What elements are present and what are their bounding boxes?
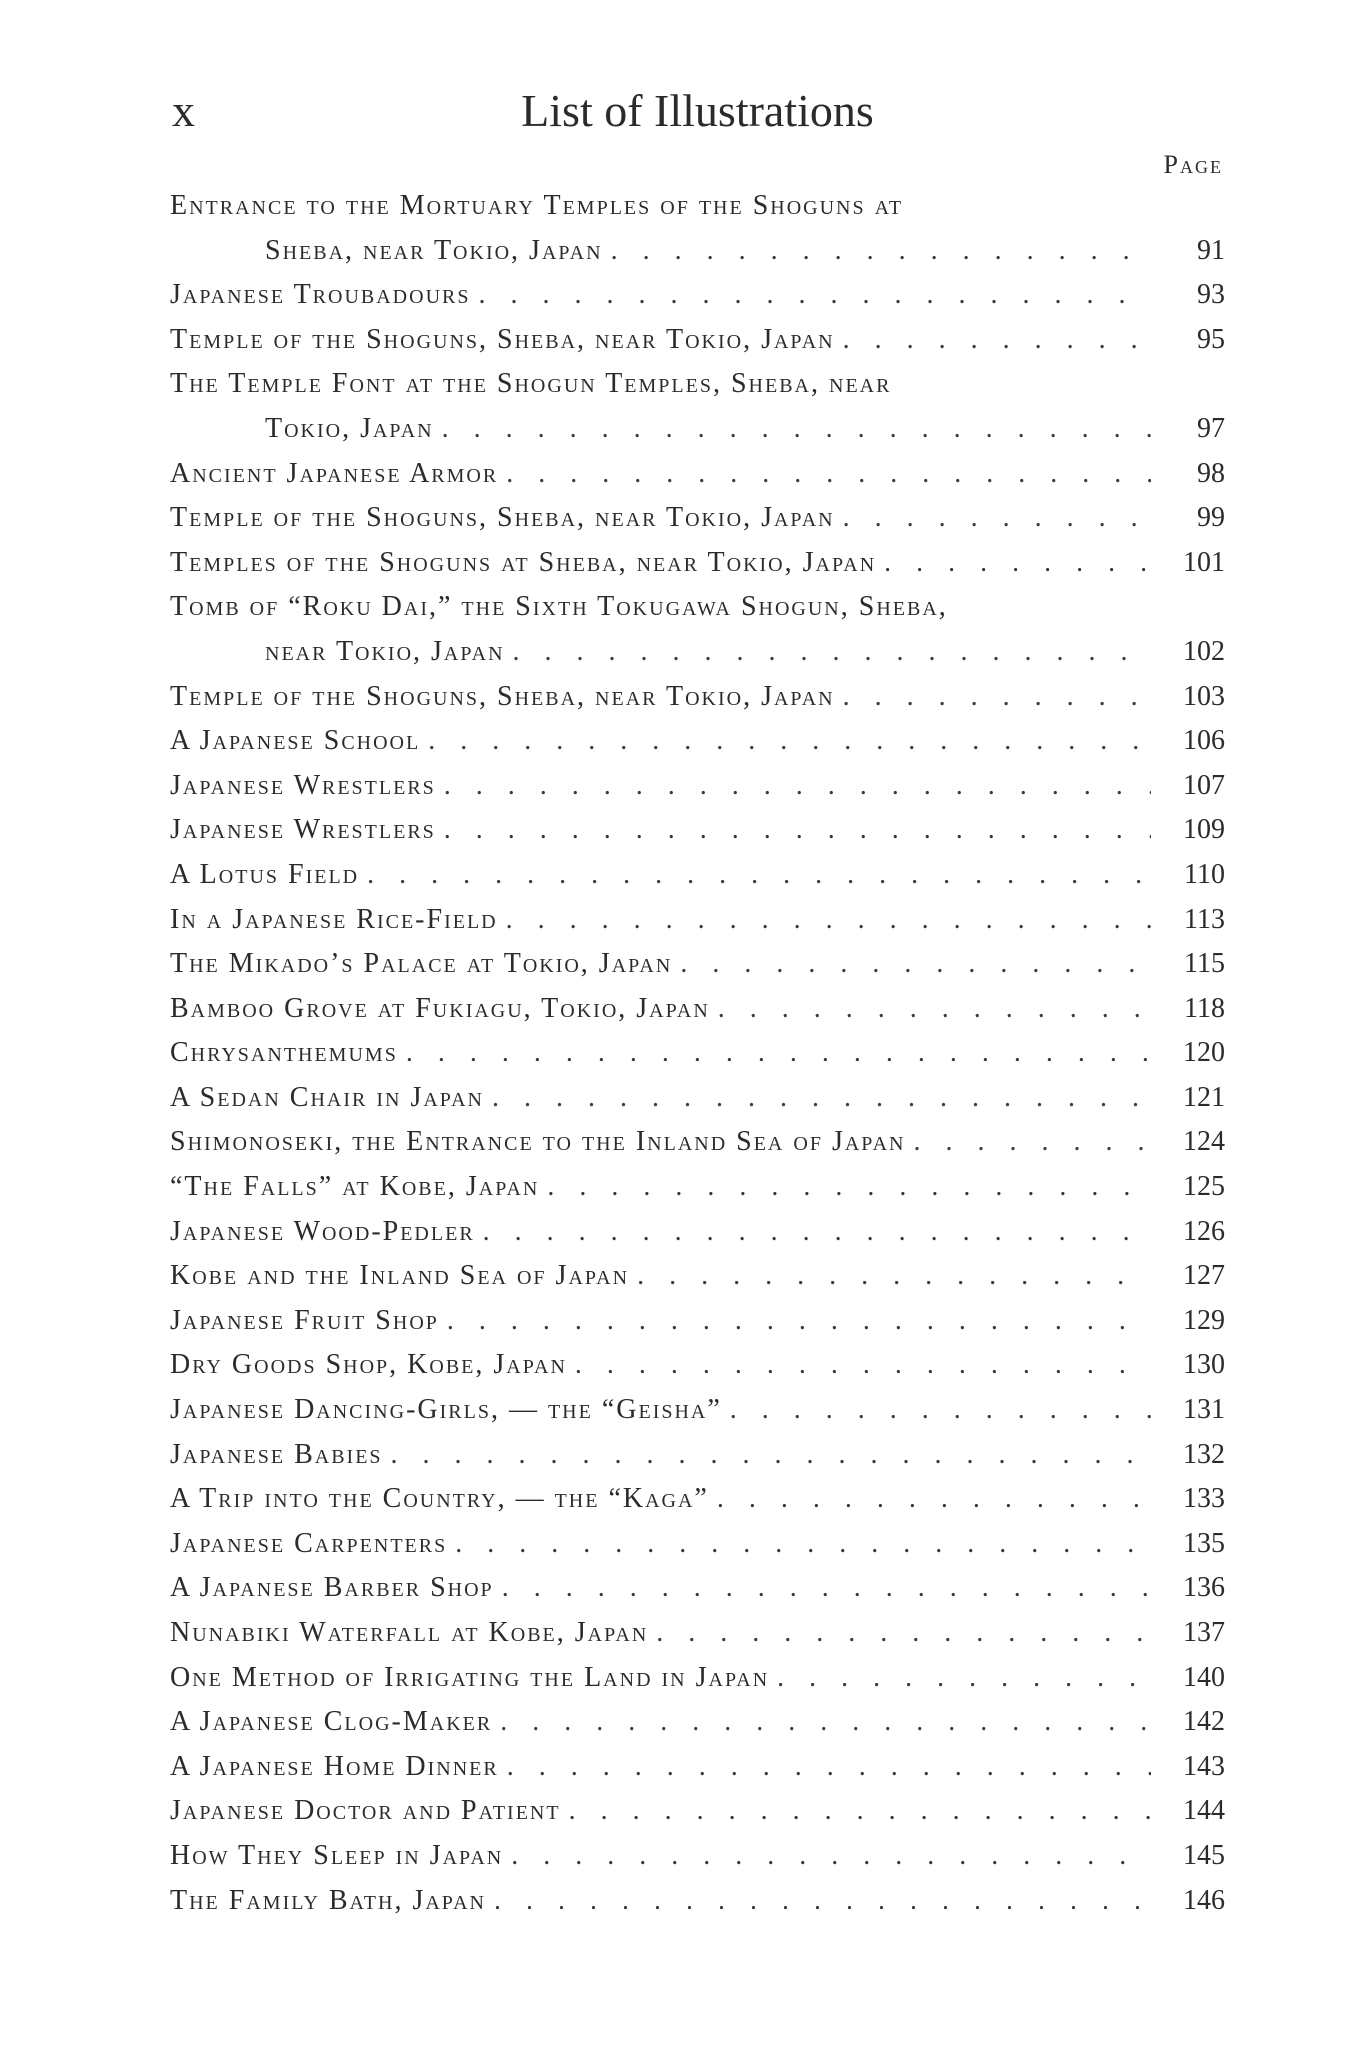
list-item [170, 808, 1225, 853]
leader-dots [717, 1477, 1151, 1522]
list-item [170, 1388, 1225, 1433]
illustration-list [170, 184, 1225, 1923]
illustration-title: Shimonoseki, the Entrance to the Inland Sea of Japan [170, 1126, 906, 1158]
page-reference: 107 [1183, 769, 1225, 801]
leader-dots [611, 229, 1151, 274]
list-item [170, 898, 1225, 943]
page-reference: 133 [1183, 1483, 1225, 1515]
page-reference: 129 [1183, 1304, 1225, 1336]
list-item [170, 1031, 1225, 1076]
list-item [170, 1611, 1225, 1656]
list-item [170, 1165, 1225, 1210]
list-item [170, 1299, 1225, 1344]
leader-dots [656, 1611, 1151, 1656]
page-reference: 126 [1183, 1215, 1225, 1247]
list-item [170, 1076, 1225, 1121]
leader-dots [511, 1834, 1151, 1879]
page-reference: 127 [1183, 1260, 1225, 1292]
illustration-title: Tokio, Japan [265, 412, 434, 444]
leader-dots [502, 1566, 1151, 1611]
leader-dots [455, 1522, 1151, 1567]
page-reference: 132 [1183, 1438, 1225, 1470]
leader-dots [444, 808, 1151, 853]
list-item [170, 1834, 1225, 1879]
list-item [170, 987, 1225, 1032]
illustration-title: Bamboo Grove at Fukiagu, Tokio, Japan [170, 992, 710, 1024]
page-reference: 120 [1183, 1037, 1225, 1069]
illustration-title: The Temple Font at the Shogun Temples, Sheba, near [170, 368, 892, 400]
page-reference: 113 [1184, 903, 1225, 935]
list-item [170, 719, 1225, 764]
illustration-title: Japanese Wrestlers [170, 814, 436, 846]
list-item [170, 675, 1225, 720]
leader-dots [843, 675, 1151, 720]
illustration-title: Japanese Wrestlers [170, 769, 436, 801]
list-item [170, 184, 1225, 229]
list-item [170, 630, 1225, 675]
page-reference: 137 [1183, 1617, 1225, 1648]
list-item [170, 1477, 1225, 1522]
leader-dots [718, 987, 1151, 1032]
leader-dots [730, 1388, 1151, 1433]
list-item [170, 1879, 1225, 1924]
page-reference: 98 [1197, 457, 1225, 489]
list-item [170, 1433, 1225, 1478]
page-reference: 97 [1197, 412, 1225, 444]
illustration-title: Temples of the Shoguns at Sheba, near Tokio, Japan [170, 546, 877, 578]
list-item [170, 585, 1225, 630]
list-item [170, 1120, 1225, 1165]
illustration-title: Japanese Troubadours [170, 279, 471, 311]
list-item [170, 229, 1225, 274]
page-reference: 130 [1183, 1349, 1225, 1381]
page-reference: 131 [1183, 1394, 1225, 1426]
list-item [170, 1522, 1225, 1567]
leader-dots [637, 1254, 1151, 1299]
page-reference: 102 [1183, 635, 1225, 667]
illustration-title: One Method of Irrigating the Land in Japan [170, 1661, 770, 1693]
illustration-title: Tomb of “Roku Dai,” the Sixth Tokugawa Shogun, Sheba, [170, 591, 948, 623]
page-reference: 118 [1184, 992, 1225, 1024]
page-reference: 121 [1183, 1081, 1225, 1113]
illustration-title: Japanese Dancing-Girls, — the “Geisha” [170, 1394, 722, 1426]
illustration-title: A Japanese Barber Shop [170, 1572, 494, 1604]
leader-dots [447, 1299, 1151, 1344]
illustration-title: The Family Bath, Japan [170, 1884, 486, 1916]
list-item [170, 318, 1225, 363]
illustration-title: Japanese Carpenters [170, 1527, 448, 1559]
illustration-title: The Mikado’s Palace at Tokio, Japan [170, 948, 673, 980]
leader-dots [507, 1745, 1151, 1790]
list-item [170, 1789, 1225, 1834]
illustration-title: A Japanese School [170, 725, 421, 757]
page-reference: 143 [1183, 1750, 1225, 1782]
illustration-title: Japanese Babies [170, 1438, 383, 1470]
page-reference: 95 [1197, 323, 1225, 355]
illustration-title: Nunabiki Waterfall at Kobe, Japan [170, 1617, 649, 1648]
list-item [170, 1745, 1225, 1790]
list-item [170, 942, 1225, 987]
page-reference: 99 [1197, 502, 1225, 534]
leader-dots [500, 1700, 1151, 1745]
page-reference: 125 [1183, 1171, 1225, 1203]
list-item [170, 1210, 1225, 1255]
illustration-title: In a Japanese Rice-Field [170, 903, 498, 935]
illustration-title: A Japanese Clog-Maker [170, 1706, 493, 1738]
page-reference: 136 [1183, 1572, 1225, 1604]
leader-dots [913, 1120, 1151, 1165]
illustration-title: How They Sleep in Japan [170, 1839, 504, 1871]
leader-dots [391, 1433, 1151, 1478]
illustration-title: near Tokio, Japan [265, 635, 505, 667]
leader-dots [428, 719, 1151, 764]
leader-dots [547, 1165, 1151, 1210]
illustration-title: Chrysanthemums [170, 1037, 398, 1069]
page-reference: 142 [1183, 1706, 1225, 1738]
page-title: List of Illustrations [521, 85, 874, 136]
page-reference: 91 [1197, 234, 1225, 266]
leader-dots [478, 273, 1151, 318]
list-item [170, 853, 1225, 898]
leader-dots [506, 452, 1151, 497]
list-item [170, 1700, 1225, 1745]
list-item [170, 407, 1225, 452]
illustration-title: Ancient Japanese Armor [170, 457, 499, 489]
illustration-title: Japanese Wood-Pedler [170, 1215, 475, 1247]
page-reference: 103 [1183, 680, 1225, 712]
leader-dots [680, 942, 1151, 987]
list-item [170, 1656, 1225, 1701]
leader-dots [513, 630, 1151, 675]
page-reference: 146 [1183, 1884, 1225, 1916]
illustration-title: “The Falls” at Kobe, Japan [170, 1171, 540, 1203]
page-reference: 101 [1183, 546, 1225, 578]
illustration-title: A Japanese Home Dinner [170, 1750, 499, 1782]
leader-dots [843, 496, 1151, 541]
list-item [170, 1566, 1225, 1611]
page-reference: 110 [1184, 858, 1225, 890]
illustration-title: Dry Goods Shop, Kobe, Japan [170, 1349, 567, 1381]
leader-dots [884, 541, 1151, 586]
leader-dots [492, 1076, 1151, 1121]
illustration-title: Temple of the Shoguns, Sheba, near Tokio, Japan [170, 502, 835, 534]
leader-dots [569, 1789, 1151, 1834]
leader-dots [483, 1210, 1151, 1255]
list-item [170, 496, 1225, 541]
illustration-title: A Lotus Field [170, 858, 360, 890]
illustration-title: A Sedan Chair in Japan [170, 1081, 484, 1113]
list-item [170, 1254, 1225, 1299]
illustration-title: Entrance to the Mortuary Temples of the Shoguns at [170, 190, 904, 221]
illustration-title: Temple of the Shoguns, Sheba, near Tokio, Japan [170, 323, 835, 355]
page-number: x [172, 85, 196, 136]
page-reference: 145 [1183, 1839, 1225, 1871]
page-reference: 124 [1183, 1126, 1225, 1158]
page-reference: 135 [1183, 1527, 1225, 1559]
leader-dots [777, 1656, 1151, 1701]
leader-dots [506, 898, 1151, 943]
list-item [170, 362, 1225, 407]
leader-dots [843, 318, 1151, 363]
page-reference: 115 [1184, 948, 1225, 980]
illustration-title: Japanese Doctor and Patient [170, 1795, 561, 1827]
leader-dots [494, 1879, 1151, 1924]
page-reference: 109 [1183, 814, 1225, 846]
page-reference: 93 [1197, 279, 1225, 311]
leader-dots [367, 853, 1151, 898]
page-reference: 144 [1183, 1795, 1225, 1827]
illustration-title: Kobe and the Inland Sea of Japan [170, 1260, 630, 1292]
leader-dots [575, 1343, 1151, 1388]
page-reference: 140 [1183, 1661, 1225, 1693]
page-reference: 106 [1183, 725, 1225, 757]
illustration-title: Sheba, near Tokio, Japan [265, 234, 603, 266]
illustration-title: Temple of the Shoguns, Sheba, near Tokio, Japan [170, 680, 835, 712]
list-item [170, 452, 1225, 497]
page-column-header: Page [1163, 150, 1223, 179]
list-item [170, 273, 1225, 318]
illustration-title: A Trip into the Country, — the “Kaga” [170, 1483, 709, 1515]
list-item [170, 541, 1225, 586]
leader-dots [444, 764, 1151, 809]
illustration-title: Japanese Fruit Shop [170, 1304, 439, 1336]
leader-dots [442, 407, 1151, 452]
list-item [170, 764, 1225, 809]
list-item [170, 1343, 1225, 1388]
leader-dots [406, 1031, 1151, 1076]
